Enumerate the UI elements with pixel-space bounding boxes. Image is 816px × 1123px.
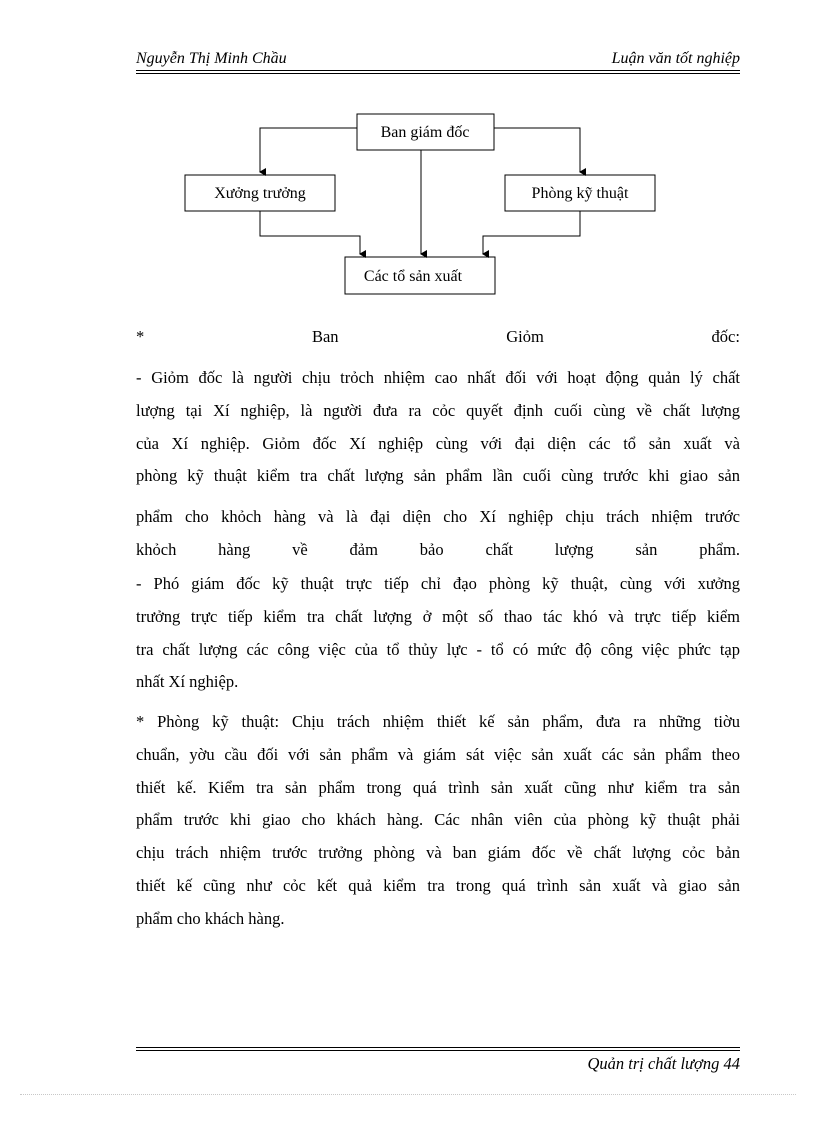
label-xuong-truong: Xưởng trưởng [214, 185, 306, 202]
paragraph-1-line: lượng tại Xí nghiệp, là người đưa ra cỏc quyết định cuối cùng về chất lượng [136, 400, 740, 420]
paragraph-3-line: chịu trách nhiệm trước trưởng phòng và ban giám đốc về chất lượng cỏc bản [136, 843, 740, 863]
paragraph-3 [136, 706, 740, 936]
page-edge-dotted-line [20, 1094, 796, 1095]
heading-star: * [136, 327, 145, 346]
label-phong-ky-thuat: Phòng kỹ thuật [531, 185, 629, 202]
connector-top-to-left [260, 128, 357, 172]
paragraph-1-line: phòng kỹ thuật kiểm tra chất lượng sản phẩm lần cuối cùng trước khi giao sản [136, 466, 740, 486]
heading-word-ban: Ban [311, 327, 339, 346]
paragraph-1-line: phẩm cho khỏch hàng và là đại diện cho Xí nghiệp chịu trách nhiệm trước [136, 507, 740, 527]
paragraph-3-line: * Phòng kỹ thuật: Chịu trách nhiệm thiết kế sản phẩm, đưa ra những tiờu [136, 712, 740, 731]
heading-word-giam: Giỏm [506, 327, 544, 346]
header-author: Nguyễn Thị Minh Chầu [136, 50, 287, 67]
connector-top-to-right [494, 128, 580, 172]
header-doc-type: Luận văn tốt nghiệp [611, 50, 740, 67]
paragraph-1 [136, 362, 740, 567]
paragraph-2-line: nhất Xí nghiệp. [136, 672, 239, 692]
section-heading [136, 321, 740, 354]
page-footer: Quản trị chất lượng 44 [587, 1054, 740, 1073]
paragraph-2 [136, 568, 740, 699]
paragraph-1-line: - Giỏm đốc là người chịu trỏch nhiệm cao nhất đối với hoạt động quản lý chất [136, 368, 740, 387]
paragraph-3-line: thiết kế cũng như cỏc kết quả kiểm tra trong quá trình sản xuất và giao sản [136, 875, 740, 895]
paragraph-3-line: phẩm trước khi giao cho khách hàng. Các nhân viên của phòng kỹ thuật phải [136, 810, 740, 830]
footer-rule-bottom [136, 1050, 740, 1051]
label-ban-giam-doc: Ban giám đốc [380, 124, 470, 141]
label-cac-to-san-xuat: Các tổ sản xuất [363, 268, 463, 285]
paragraph-2-line: trưởng trực tiếp kiểm tra chất lượng ở một số thao tác khó và trực tiếp kiểm [136, 606, 740, 626]
paragraph-3-line: phẩm cho khách hàng. [136, 908, 285, 928]
paragraph-2-line: tra chất lượng các công việc của tổ thủy lực - tổ có mức độ công việc phức tạp [136, 639, 740, 659]
paragraph-1-line: của Xí nghiệp. Giỏm đốc Xí nghiệp cùng với đại diện các tổ sản xuất và [136, 433, 740, 453]
paragraph-2-line: - Phó giám đốc kỹ thuật trực tiếp chỉ đạo phòng kỹ thuật, cùng với xưởng [136, 574, 740, 593]
connector-right-to-bottom [483, 211, 580, 254]
paragraph-3-line: chuẩn, yờu cầu đối với sản phẩm và giám sát việc sản xuất các sản phẩm theo [136, 744, 740, 764]
paragraph-1-line: khỏch hàng về đảm bảo chất lượng sản phẩm. [136, 539, 740, 559]
heading-word-doc: đốc: [711, 327, 740, 346]
footer-rule-top [136, 1047, 740, 1048]
org-chart [0, 0, 816, 310]
connector-left-to-bottom [260, 211, 360, 254]
paragraph-3-line: thiết kế. Kiểm tra sản phẩm trong quá trình sản xuất cũng như kiểm tra sản [136, 777, 740, 797]
